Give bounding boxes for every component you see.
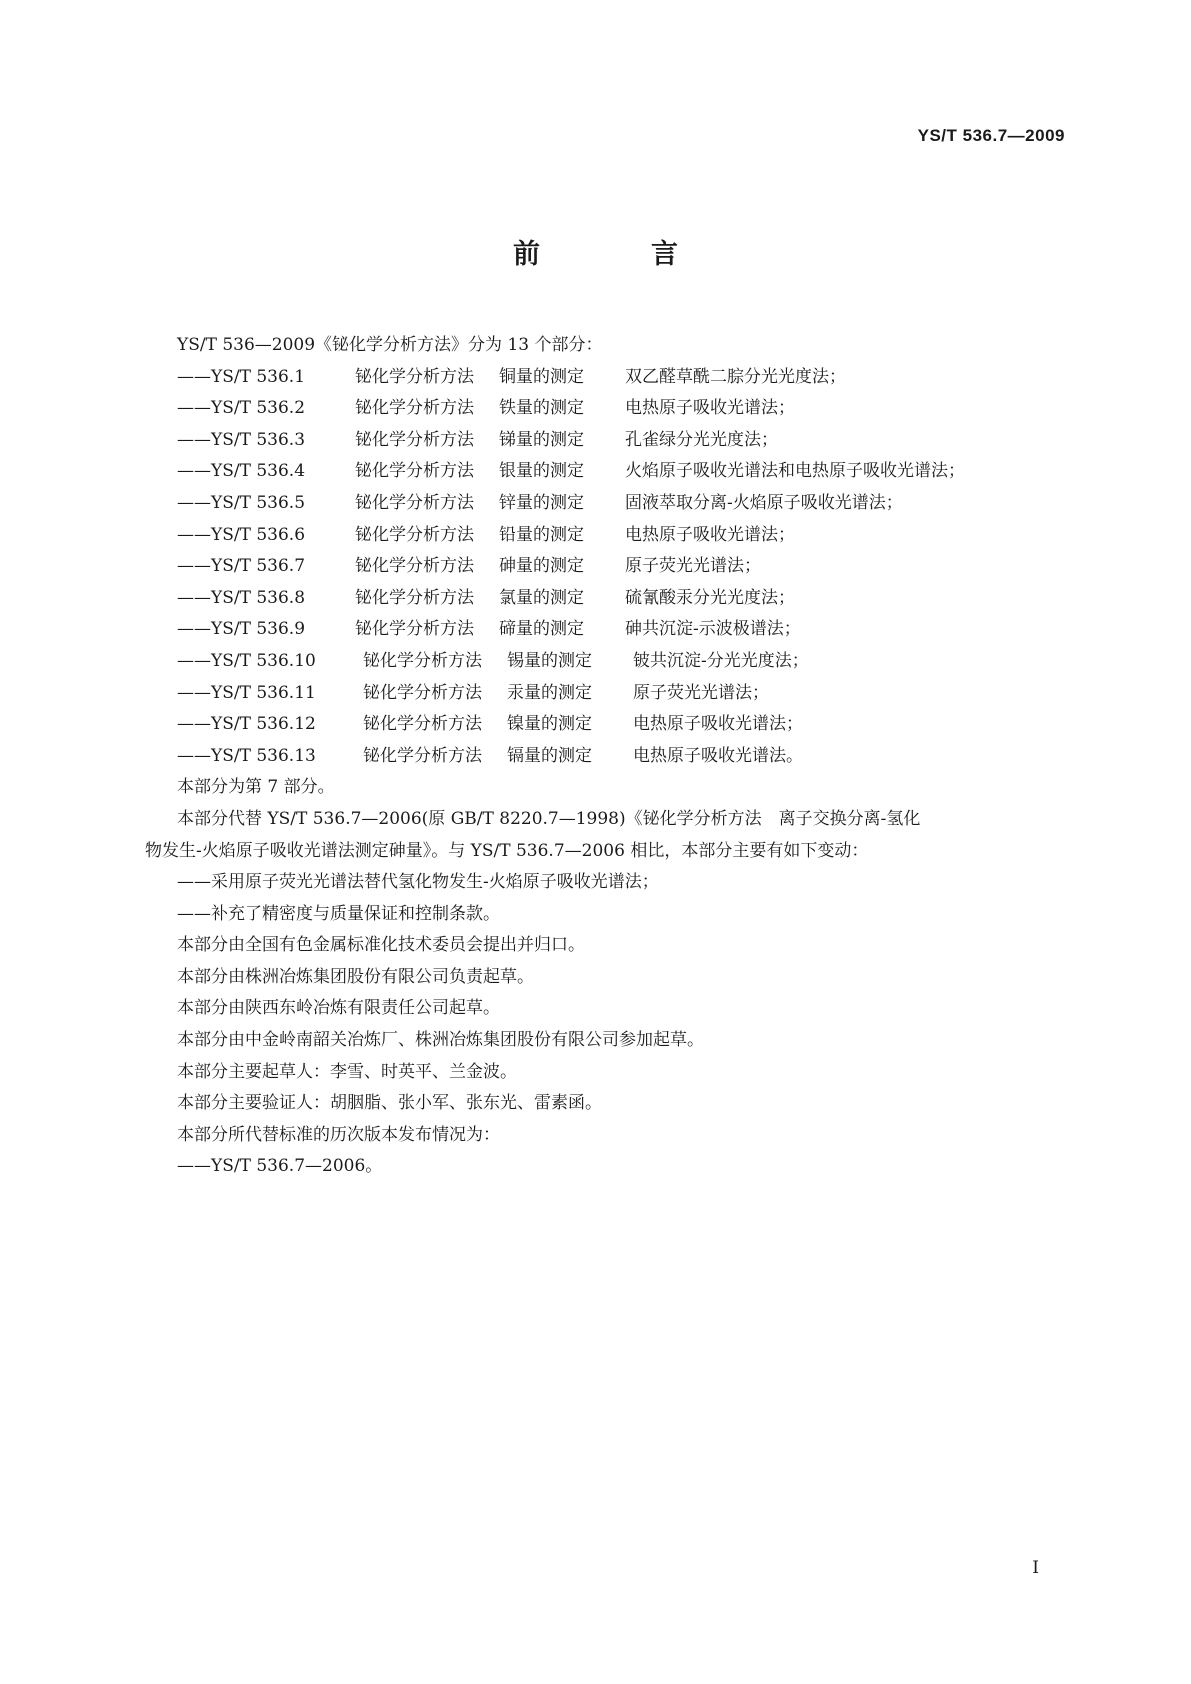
part-code: ——YS/T 536.1 xyxy=(177,366,306,387)
part-item-13 xyxy=(145,741,1065,773)
part-element: 铜量的测定 xyxy=(499,366,584,387)
page-number: I xyxy=(1032,1558,1039,1578)
part-element: 镍量的测定 xyxy=(507,714,592,735)
part-method: 双乙醛草酰二腙分光光度法； xyxy=(625,366,846,387)
replaces-paragraph-line1: 本部分代替 YS/T 536.7—2006(原 GB/T 8220.7—1998)《铋化学分析方法 离子交换分离-氢化 xyxy=(177,808,921,829)
part-code: ——YS/T 536.4 xyxy=(177,461,306,482)
part-method: 电热原子吸收光谱法； xyxy=(625,398,795,419)
part-name: 铋化学分析方法 xyxy=(355,492,474,513)
part-method: 孔雀绿分光光度法； xyxy=(625,429,778,450)
part-item-6 xyxy=(145,520,1065,552)
part-code: ——YS/T 536.2 xyxy=(177,398,306,419)
part-item-12 xyxy=(145,709,1065,741)
part-name: 铋化学分析方法 xyxy=(363,714,482,735)
part-item-7 xyxy=(145,551,1065,583)
document-code: YS/T 536.7—2009 xyxy=(917,126,1065,145)
part-element: 砷量的测定 xyxy=(499,556,584,577)
history-item: ——YS/T 536.7—2006。 xyxy=(177,1156,383,1177)
part-code: ——YS/T 536.8 xyxy=(177,587,306,608)
change-item: ——采用原子荧光光谱法替代氢化物发生-火焰原子吸收光谱法； xyxy=(177,872,659,893)
part-code: ——YS/T 536.13 xyxy=(177,745,316,766)
part-element: 碲量的测定 xyxy=(499,619,584,640)
part-method: 固液萃取分离-火焰原子吸收光谱法； xyxy=(625,492,903,513)
part-item-9 xyxy=(145,614,1065,646)
part-code: ——YS/T 536.5 xyxy=(177,492,306,513)
part-code: ——YS/T 536.7 xyxy=(177,556,306,577)
part-element: 铅量的测定 xyxy=(499,524,584,545)
part-name: 铋化学分析方法 xyxy=(355,556,474,577)
change-item: ——补充了精密度与质量保证和控制条款。 xyxy=(177,903,500,924)
part-item-3 xyxy=(145,425,1065,457)
part-name: 铋化学分析方法 xyxy=(363,650,482,671)
part-element: 锑量的测定 xyxy=(499,429,584,450)
part-code: ——YS/T 536.11 xyxy=(177,682,316,703)
part-name: 铋化学分析方法 xyxy=(363,682,482,703)
part-element: 镉量的测定 xyxy=(507,745,592,766)
intro-paragraph: YS/T 536—2009《铋化学分析方法》分为 13 个部分： xyxy=(177,335,603,355)
part-code: ——YS/T 536.9 xyxy=(177,619,306,640)
part-element: 铁量的测定 xyxy=(499,398,584,419)
statement-drafter: 本部分由株洲冶炼集团股份有限公司负责起草。 xyxy=(177,966,534,987)
part-name: 铋化学分析方法 xyxy=(355,461,474,482)
part-element: 银量的测定 xyxy=(499,461,584,482)
part-name: 铋化学分析方法 xyxy=(355,619,474,640)
part-name: 铋化学分析方法 xyxy=(355,398,474,419)
part-item-5 xyxy=(145,488,1065,520)
page-title: 前 言 xyxy=(513,239,720,270)
part-element: 锌量的测定 xyxy=(499,492,584,513)
statement-verifiers: 本部分主要验证人：胡胭脂、张小军、张东光、雷素函。 xyxy=(177,1093,602,1114)
part-element: 氯量的测定 xyxy=(499,587,584,608)
part-name: 铋化学分析方法 xyxy=(363,745,482,766)
statement-participants: 本部分由中金岭南韶关冶炼厂、株洲冶炼集团股份有限公司参加起草。 xyxy=(177,1030,704,1051)
part-name: 铋化学分析方法 xyxy=(355,429,474,450)
part-statement: 本部分为第 7 部分。 xyxy=(177,777,335,798)
statement-history-intro: 本部分所代替标准的历次版本发布情况为： xyxy=(177,1124,500,1145)
part-item-10 xyxy=(145,646,1065,678)
part-code: ——YS/T 536.12 xyxy=(177,714,316,735)
part-name: 铋化学分析方法 xyxy=(355,587,474,608)
part-method: 电热原子吸收光谱法。 xyxy=(633,745,803,766)
part-item-2 xyxy=(145,393,1065,425)
part-method: 铍共沉淀-分光光度法； xyxy=(633,650,809,671)
part-element: 锡量的测定 xyxy=(507,650,592,671)
foreword-body xyxy=(145,330,1065,1183)
part-item-1 xyxy=(145,362,1065,394)
part-name: 铋化学分析方法 xyxy=(355,366,474,387)
part-method: 原子荧光光谱法； xyxy=(633,682,769,703)
statement-main-drafters: 本部分主要起草人：李雪、时英平、兰金波。 xyxy=(177,1061,517,1082)
part-item-11 xyxy=(145,678,1065,710)
part-method: 硫氰酸汞分光光度法； xyxy=(625,587,795,608)
part-method: 砷共沉淀-示波极谱法； xyxy=(625,619,801,640)
part-code: ——YS/T 536.6 xyxy=(177,524,306,545)
part-method: 电热原子吸收光谱法； xyxy=(625,524,795,545)
statement-proposer: 本部分由全国有色金属标准化技术委员会提出并归口。 xyxy=(177,935,585,956)
part-method: 原子荧光光谱法； xyxy=(625,556,761,577)
part-name: 铋化学分析方法 xyxy=(355,524,474,545)
part-code: ——YS/T 536.3 xyxy=(177,429,306,450)
statement-co-drafter: 本部分由陕西东岭冶炼有限责任公司起草。 xyxy=(177,998,500,1019)
part-code: ——YS/T 536.10 xyxy=(177,650,316,671)
part-item-8 xyxy=(145,583,1065,615)
part-element: 汞量的测定 xyxy=(507,682,592,703)
part-item-4 xyxy=(145,456,1065,488)
part-method: 火焰原子吸收光谱法和电热原子吸收光谱法； xyxy=(625,461,965,482)
part-method: 电热原子吸收光谱法； xyxy=(633,714,803,735)
replaces-paragraph-line2: 物发生-火焰原子吸收光谱法测定砷量》。与 YS/T 536.7—2006 相比，本部分主要有如下变动： xyxy=(145,840,869,861)
